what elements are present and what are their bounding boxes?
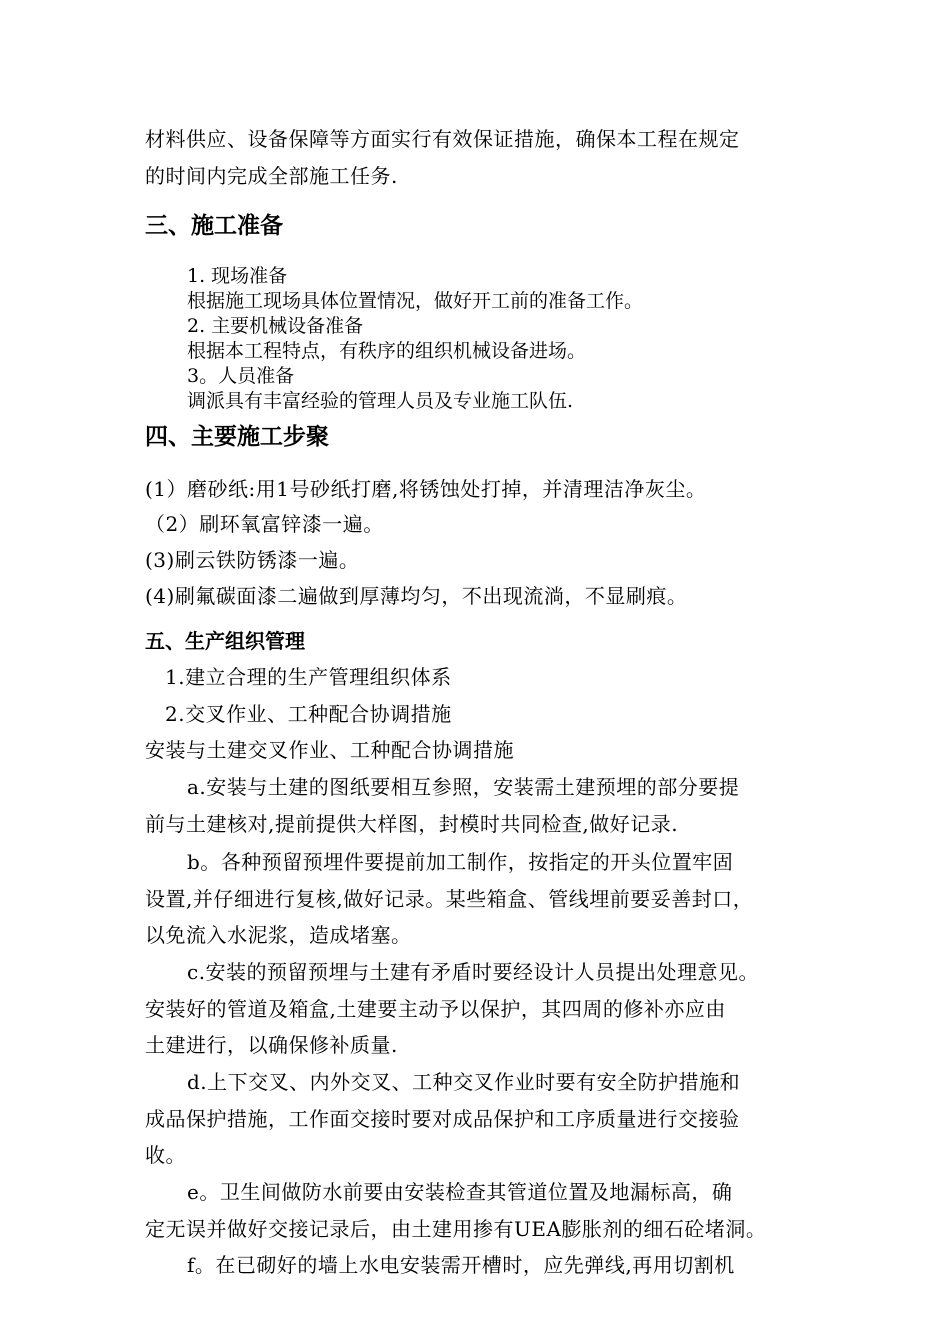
section-5-para-c-3: 土建进行，以确保修补质量. xyxy=(145,1033,398,1057)
section-5-para-d-3: 收。 xyxy=(145,1143,186,1167)
section-3-item-5: 3。人员准备 xyxy=(187,365,295,387)
section-5-para-c-2: 安装好的管道及箱盒,土建要主动予以保护，其四周的修补亦应由 xyxy=(145,997,726,1021)
section-5-line-3: 安装与土建交叉作业、工种配合协调措施 xyxy=(145,738,514,762)
section-5-title: 五、生产组织管理 xyxy=(145,629,305,653)
intro-line-2: 的时间内完成全部施工任务. xyxy=(145,164,398,188)
section-4-title: 四、主要施工步聚 xyxy=(145,424,329,450)
intro-line-1: 材料供应、设备保障等方面实行有效保证措施，确保本工程在规定 xyxy=(145,127,740,151)
section-5-para-f-1: f。在已砌好的墙上水电安装需开槽时，应先弹线,再用切割机 xyxy=(187,1253,735,1277)
section-3-item-6: 调派具有丰富经验的管理人员及专业施工队伍. xyxy=(187,390,574,412)
section-5-para-a-1: a.安装与土建的图纸要相互参照，安装需土建预埋的部分要提 xyxy=(187,775,740,799)
section-5-para-b-1: b。各种预留预埋件要提前加工制作，按指定的开头位置牢固 xyxy=(187,850,734,874)
section-4-step-2: （2）刷环氧富锌漆一遍。 xyxy=(145,512,384,536)
section-3-title: 三、施工准备 xyxy=(145,213,283,239)
section-3-item-4: 根据本工程特点，有秩序的组织机械设备进场。 xyxy=(187,340,587,362)
section-3-item-1: 1. 现场准备 xyxy=(187,265,288,287)
section-5-para-e-1: e。卫生间做防水前要由安装检查其管道位置及地漏标高，确 xyxy=(187,1180,733,1204)
section-5-line-2: 2.交叉作业、工种配合协调措施 xyxy=(165,702,452,726)
section-5-para-d-2: 成品保护措施，工作面交接时要对成品保护和工序质量进行交接验 xyxy=(145,1107,740,1131)
section-5-para-e-2: 定无误并做好交接记录后，由土建用掺有UEA膨胀剂的细石砼堵洞。 xyxy=(145,1217,767,1241)
section-3-item-2: 根据施工现场具体位置情况，做好开工前的准备工作。 xyxy=(187,290,644,312)
section-5-para-b-2: 设置,并仔细进行复核,做好记录。某些箱盒、管线埋前要妥善封口， xyxy=(145,887,754,911)
section-5-para-a-2: 前与土建核对,提前提供大样图，封模时共同检查,做好记录. xyxy=(145,812,679,836)
section-3-item-3: 2. 主要机械设备准备 xyxy=(187,315,364,337)
section-4-step-1: (1）磨砂纸:用1号砂纸打磨,将锈蚀处打掉，并清理洁净灰尘。 xyxy=(145,477,707,501)
section-5-para-b-3: 以免流入水泥浆，造成堵塞。 xyxy=(145,923,412,947)
section-4-step-3: (3)刷云铁防锈漆一遍。 xyxy=(145,548,360,572)
section-5-para-c-1: c.安装的预留预埋与土建有矛盾时要经设计人员提出处理意见。 xyxy=(187,960,760,984)
section-5-para-d-1: d.上下交叉、内外交叉、工种交叉作业时要有安全防护措施和 xyxy=(187,1070,741,1094)
section-5-line-1: 1.建立合理的生产管理组织体系 xyxy=(165,665,452,689)
section-4-step-4: (4)刷氟碳面漆二遍做到厚薄均匀，不出现流淌，不显刷痕。 xyxy=(145,584,688,608)
